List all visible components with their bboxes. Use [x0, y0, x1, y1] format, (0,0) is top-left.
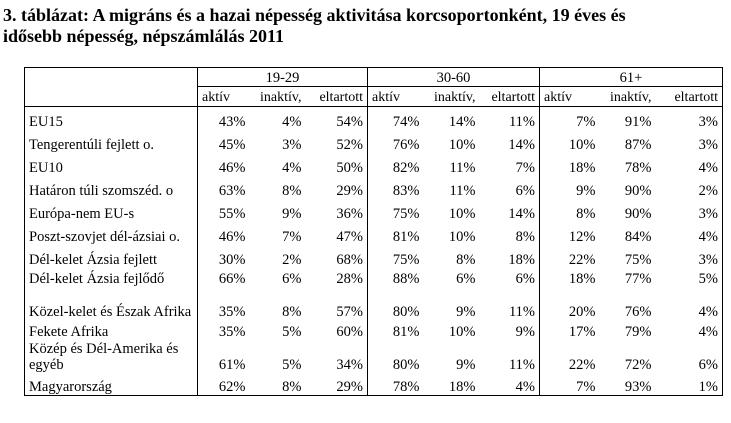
value-cell: 8%	[456, 251, 476, 268]
row-label: Poszt-szovjet dél-ázsiai o.	[25, 222, 198, 245]
title-line-2: idősebb népesség, népszámlálás 2011	[3, 26, 285, 46]
value-cell: 88%	[392, 270, 420, 287]
value-cell: 35%	[218, 303, 246, 320]
value-cell: 4%	[282, 113, 302, 130]
row-label: Közép és Dél-Amerika és egyéb	[25, 340, 198, 373]
value-cell: 3%	[656, 245, 723, 268]
row-label: Fekete Afrika	[25, 320, 198, 340]
row-label: Közel-kelet és Észak Afrika	[25, 287, 198, 320]
row-label: Magyarország	[25, 373, 198, 396]
value-cell: 12%	[568, 228, 596, 245]
row-label: Határon túli szomszéd. o	[25, 176, 198, 199]
value-cell: 8%	[480, 222, 540, 245]
table-row	[25, 153, 723, 176]
value-cell: 55%	[218, 205, 246, 222]
value-cell: 76%	[624, 303, 652, 320]
table-row	[25, 373, 723, 396]
value-cell: 90%	[624, 182, 652, 199]
row-label: EU15	[25, 107, 198, 130]
value-cell: 3%	[656, 199, 723, 222]
value-cell: 84%	[624, 228, 652, 245]
value-cell: 11%	[480, 107, 540, 130]
value-cell: 22%	[568, 356, 596, 373]
value-cell: 9%	[576, 182, 596, 199]
value-cell: 9%	[456, 356, 476, 373]
value-cell: 4%	[656, 320, 723, 340]
value-cell: 4%	[656, 222, 723, 245]
value-cell: 81%	[392, 228, 420, 245]
value-cell: 54%	[306, 107, 368, 130]
table-row	[25, 107, 723, 130]
group-header-30-60: 30-60	[368, 68, 540, 87]
value-cell: 83%	[392, 182, 420, 199]
value-cell: 77%	[624, 270, 652, 287]
value-cell: 8%	[576, 205, 596, 222]
value-cell: 5%	[282, 356, 302, 373]
value-cell: 78%	[624, 159, 652, 176]
value-cell: 29%	[306, 176, 368, 199]
value-cell: 75%	[392, 205, 420, 222]
table-row	[25, 199, 723, 222]
value-cell: 50%	[306, 153, 368, 176]
corner-cell-sub	[25, 87, 198, 107]
value-cell: 7%	[480, 153, 540, 176]
value-cell: 18%	[424, 373, 480, 396]
value-cell: 80%	[392, 303, 420, 320]
table-row	[25, 245, 723, 268]
corner-cell	[25, 68, 198, 87]
value-cell: 10%	[448, 205, 476, 222]
value-cell: 10%	[448, 228, 476, 245]
value-cell: 11%	[480, 287, 540, 320]
value-cell: 29%	[306, 373, 368, 396]
value-cell: 34%	[306, 340, 368, 373]
value-cell: 11%	[449, 159, 476, 176]
table-row	[25, 287, 723, 320]
value-cell: 43%	[218, 113, 246, 130]
value-cell: 61%	[218, 356, 246, 373]
subheader-cell: aktív	[368, 87, 424, 107]
row-label: EU10	[25, 153, 198, 176]
value-cell: 17%	[568, 323, 596, 340]
value-cell: 14%	[448, 113, 476, 130]
value-cell: 6%	[456, 270, 476, 287]
value-cell: 11%	[449, 182, 476, 199]
value-cell: 62%	[198, 373, 250, 396]
value-cell: 46%	[218, 159, 246, 176]
value-cell: 4%	[480, 373, 540, 396]
value-cell: 10%	[568, 136, 596, 153]
value-cell: 63%	[218, 182, 246, 199]
value-cell: 52%	[306, 130, 368, 153]
subheader-cell: inaktív,	[424, 87, 480, 107]
value-cell: 4%	[656, 287, 723, 320]
value-cell: 36%	[306, 199, 368, 222]
value-cell: 72%	[624, 356, 652, 373]
value-cell: 3%	[282, 136, 302, 153]
value-cell: 80%	[392, 356, 420, 373]
value-cell: 7%	[282, 228, 302, 245]
group-header-61plus: 61+	[540, 68, 723, 87]
value-cell: 6%	[480, 268, 540, 287]
value-cell: 7%	[576, 113, 596, 130]
value-cell: 9%	[456, 303, 476, 320]
group-header-row	[25, 68, 723, 87]
row-label: Európa-nem EU-s	[25, 199, 198, 222]
subheader-cell: eltartott	[480, 87, 540, 107]
value-cell: 2%	[282, 251, 302, 268]
value-cell: 30%	[218, 251, 246, 268]
value-cell: 22%	[568, 251, 596, 268]
value-cell: 35%	[218, 323, 246, 340]
value-cell: 82%	[392, 159, 420, 176]
subheader-cell: inaktív,	[600, 87, 656, 107]
title-line-1: 3. táblázat: A migráns és a hazai népesség aktivitása korcsoportonként, 19 éves és	[3, 5, 626, 25]
value-cell: 18%	[480, 245, 540, 268]
table-row	[25, 130, 723, 153]
value-cell: 87%	[624, 136, 652, 153]
group-header-19-29: 19-29	[198, 68, 368, 87]
value-cell: 14%	[480, 199, 540, 222]
value-cell: 6%	[656, 340, 723, 373]
value-cell: 79%	[624, 323, 652, 340]
value-cell: 28%	[306, 268, 368, 287]
table-row	[25, 222, 723, 245]
table-row	[25, 340, 723, 373]
row-label: Dél-kelet Ázsia fejlett	[25, 245, 198, 268]
value-cell: 76%	[392, 136, 420, 153]
value-cell: 75%	[624, 251, 652, 268]
subheader-cell: aktív	[540, 87, 600, 107]
value-cell: 3%	[656, 107, 723, 130]
value-cell: 6%	[480, 176, 540, 199]
activity-table	[24, 67, 723, 396]
subheader-row	[25, 87, 723, 107]
value-cell: 57%	[306, 287, 368, 320]
value-cell: 47%	[306, 222, 368, 245]
value-cell: 90%	[624, 205, 652, 222]
value-cell: 66%	[218, 270, 246, 287]
value-cell: 5%	[656, 268, 723, 287]
table-row	[25, 320, 723, 340]
value-cell: 45%	[218, 136, 246, 153]
value-cell: 78%	[368, 373, 424, 396]
value-cell: 5%	[282, 323, 302, 340]
value-cell: 18%	[568, 270, 596, 287]
value-cell: 46%	[218, 228, 246, 245]
value-cell: 9%	[480, 320, 540, 340]
table-body	[25, 68, 723, 396]
value-cell: 20%	[568, 303, 596, 320]
value-cell: 10%	[448, 136, 476, 153]
value-cell: 10%	[448, 323, 476, 340]
subheader-cell: eltartott	[306, 87, 368, 107]
value-cell: 93%	[600, 373, 656, 396]
value-cell: 3%	[656, 130, 723, 153]
value-cell: 8%	[282, 303, 302, 320]
subheader-cell: eltartott	[656, 87, 723, 107]
value-cell: 2%	[656, 176, 723, 199]
value-cell: 18%	[568, 159, 596, 176]
value-cell: 4%	[282, 159, 302, 176]
value-cell: 91%	[624, 113, 652, 130]
value-cell: 74%	[392, 113, 420, 130]
value-cell: 11%	[480, 340, 540, 373]
value-cell: 14%	[480, 130, 540, 153]
table-row	[25, 176, 723, 199]
value-cell: 81%	[392, 323, 420, 340]
value-cell: 8%	[250, 373, 306, 396]
subheader-cell: aktív	[198, 87, 250, 107]
value-cell: 7%	[540, 373, 600, 396]
value-cell: 9%	[282, 205, 302, 222]
table-title	[3, 5, 728, 47]
value-cell: 1%	[656, 373, 723, 396]
value-cell: 75%	[392, 251, 420, 268]
value-cell: 4%	[656, 153, 723, 176]
value-cell: 6%	[282, 270, 302, 287]
row-label: Dél-kelet Ázsia fejlődő	[25, 268, 198, 287]
subheader-cell: inaktív,	[250, 87, 306, 107]
value-cell: 68%	[306, 245, 368, 268]
value-cell: 8%	[282, 182, 302, 199]
value-cell: 60%	[306, 320, 368, 340]
table-row	[25, 268, 723, 287]
row-label: Tengerentúli fejlett o.	[25, 130, 198, 153]
